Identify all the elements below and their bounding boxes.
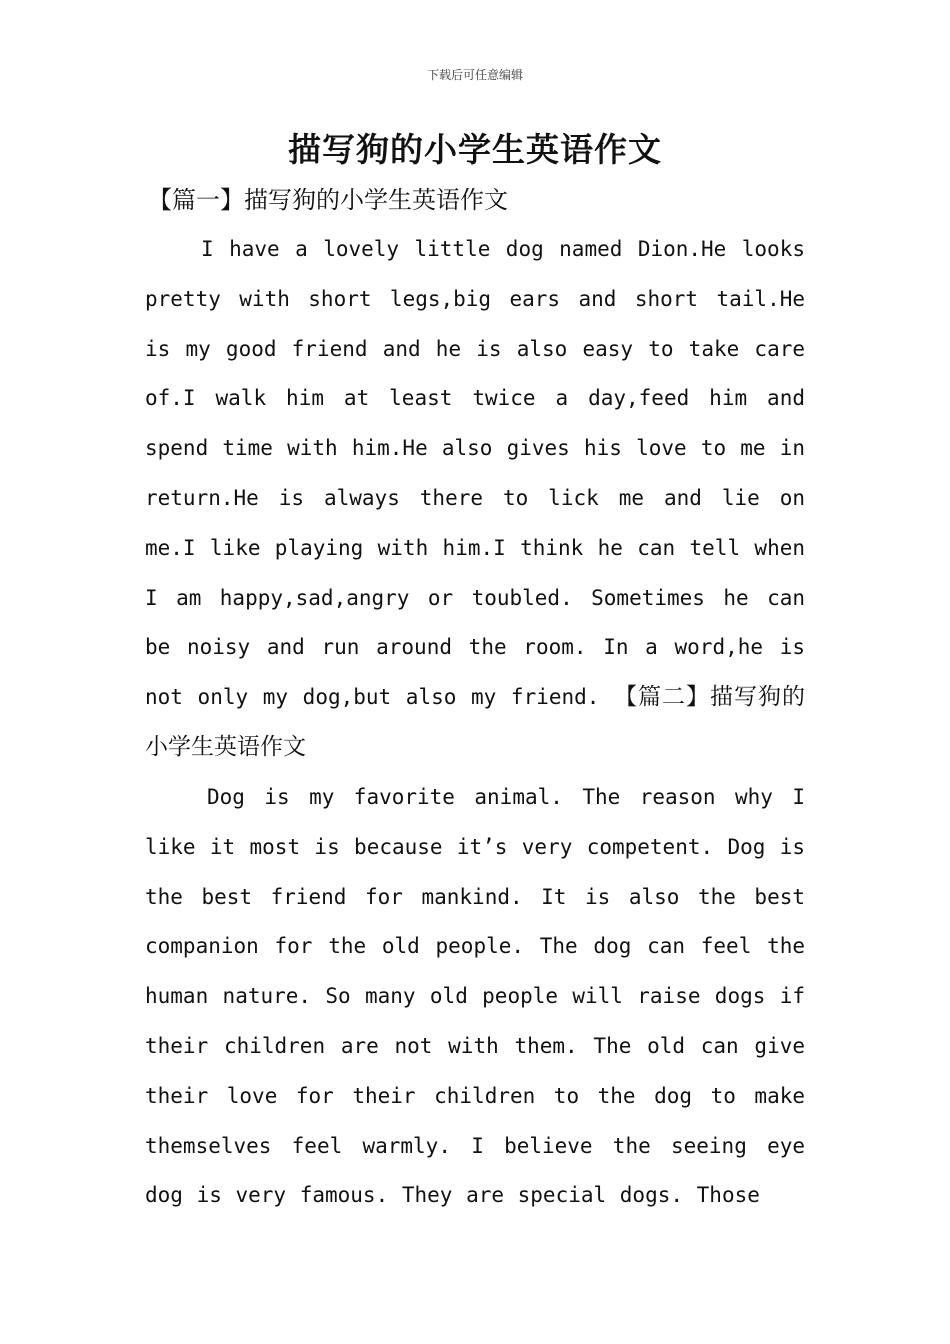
paragraph-two: Dog is my favorite animal. The reason why I like it most is because it’s very competent. Dog is the best friend for mankind. It is also the best companion for the old people. The dog can feel the human nature. So many old people will raise dogs if their children are not with them. The old can give their love for their children to the dog to make themselves feel warmly. I believe the seeing eye dog is very famous. They are special dogs. Those (145, 785, 805, 1208)
paragraph-one (145, 225, 805, 773)
section-one-heading: 【篇一】描写狗的小学生英语作文 (148, 186, 508, 214)
section-two-heading: 【篇二】描写狗的小学生英语作文 (145, 684, 805, 760)
header-note: 下载后可任意编辑 (426, 68, 523, 82)
document-title: 描写狗的小学生英语作文 (288, 130, 662, 169)
paragraph-one-text: I have a lovely little dog named Dion.He looks pretty with short legs,big ears and short tail.He is my good friend and he is also easy to take care of.I walk him at least twice a day,feed him and spend time with him.He also gives his love to me in return.He is always there to lick me and lie on me.I like playing with him.I think he can tell when I am happy,sad,angry or toubled. Sometimes he can be noisy and run around the room. In a word,he is not only my dog,but also my friend. (145, 237, 805, 710)
